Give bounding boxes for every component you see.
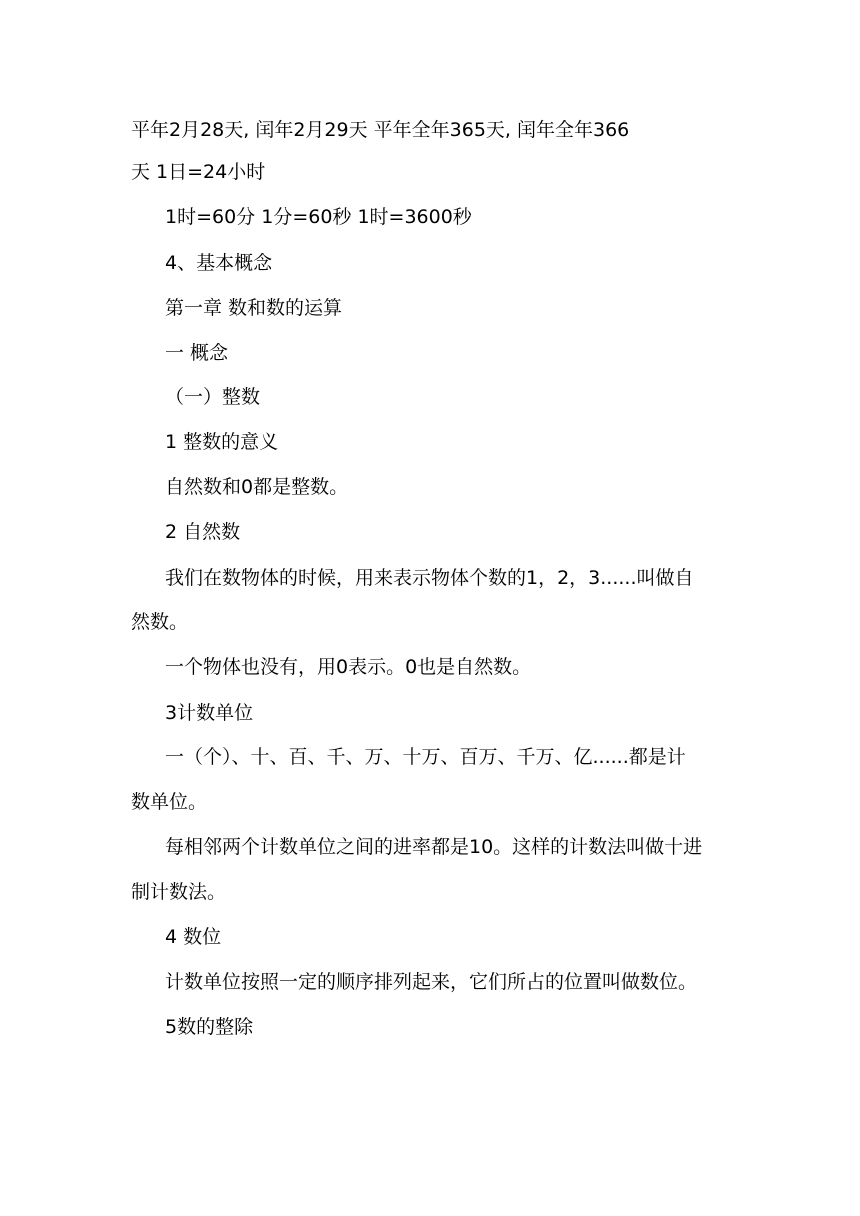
text-line-leap-year: 平年2月28天, 闰年2月29天 平年全年365天, 闰年全年366 [131, 119, 630, 141]
text-line-time-units: 1时=60分 1分=60秒 1时=3600秒 [165, 206, 472, 228]
item-heading-integer-meaning: 1 整数的意义 [165, 431, 279, 453]
item-heading-counting-units: 3计数单位 [165, 702, 254, 724]
item-heading-divisibility: 5数的整除 [165, 1016, 254, 1038]
text-line-zero: 一个物体也没有，用0表示。0也是自然数。 [165, 656, 532, 678]
text-line-natural-numbers-2: 然数。 [131, 611, 189, 633]
text-line-day-hours: 天 1日=24小时 [131, 161, 266, 183]
item-heading-natural-numbers: 2 自然数 [165, 521, 241, 543]
text-line-digit-place: 计数单位按照一定的顺序排列起来，它们所占的位置叫做数位。 [165, 971, 698, 993]
text-line-decimal-system-2: 制计数法。 [131, 881, 227, 903]
section-heading-concept: 一 概念 [165, 342, 229, 364]
chapter-heading: 第一章 数和数的运算 [165, 297, 343, 319]
section-heading-basic-concepts: 4、基本概念 [165, 252, 273, 274]
text-line-counting-units-1: 一（个）、十、百、千、万、十万、百万、千万、亿......都是计 [165, 746, 686, 768]
text-line-counting-units-2: 数单位。 [131, 791, 208, 813]
item-heading-digit-place: 4 数位 [165, 926, 222, 948]
subsection-heading-integers: （一）整数 [165, 386, 261, 408]
text-line-integer-definition: 自然数和0都是整数。 [165, 476, 349, 498]
text-line-natural-numbers-1: 我们在数物体的时候，用来表示物体个数的1，2，3......叫做自 [165, 567, 694, 589]
text-line-decimal-system-1: 每相邻两个计数单位之间的进率都是10。这样的计数法叫做十进 [165, 836, 703, 858]
